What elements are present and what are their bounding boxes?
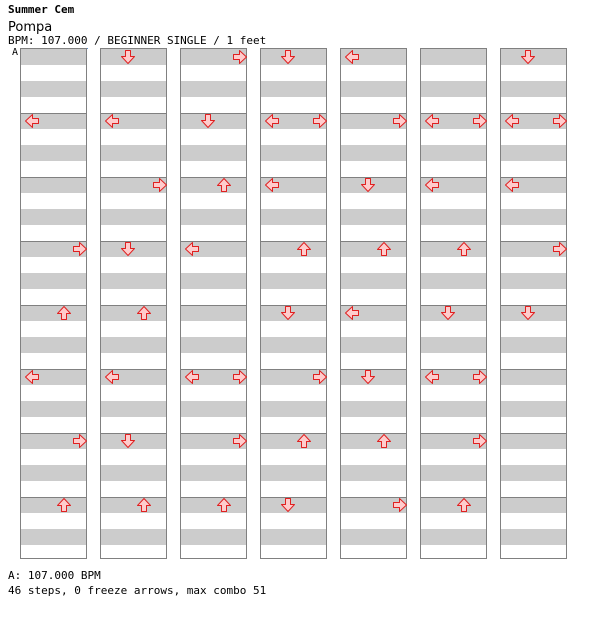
chart-column	[260, 48, 327, 559]
beat-stripe	[21, 497, 86, 513]
arrow-up-icon	[296, 433, 312, 449]
arrow-down-icon	[360, 369, 376, 385]
beat-stripe	[261, 81, 326, 97]
beat-stripe	[501, 273, 566, 289]
arrow-left-icon	[424, 369, 440, 385]
arrow-right-icon	[232, 49, 248, 65]
chart-column	[500, 48, 567, 559]
beat-stripe	[101, 529, 166, 545]
beat-stripe	[501, 497, 566, 513]
arrow-right-icon	[472, 433, 488, 449]
beat-stripe	[341, 209, 406, 225]
beat-stripe	[501, 433, 566, 449]
beat-stripe	[421, 81, 486, 97]
arrow-up-icon	[456, 241, 472, 257]
arrow-up-icon	[376, 433, 392, 449]
measure-line	[181, 305, 246, 306]
beat-stripe	[181, 465, 246, 481]
arrow-up-icon	[216, 177, 232, 193]
arrow-left-icon	[24, 369, 40, 385]
beat-stripe	[421, 273, 486, 289]
arrow-right-icon	[392, 497, 408, 513]
arrow-down-icon	[440, 305, 456, 321]
step-stats: 46 steps, 0 freeze arrows, max combo 51	[8, 584, 267, 597]
beat-stripe	[501, 209, 566, 225]
arrow-left-icon	[104, 113, 120, 129]
beat-stripe	[181, 497, 246, 513]
beat-stripe	[21, 145, 86, 161]
measure-line	[261, 433, 326, 434]
arrow-down-icon	[120, 241, 136, 257]
beat-stripe	[101, 401, 166, 417]
beat-stripe	[181, 337, 246, 353]
beat-stripe	[261, 241, 326, 257]
arrow-left-icon	[264, 113, 280, 129]
beat-stripe	[181, 145, 246, 161]
beat-stripe	[341, 529, 406, 545]
song-title: Pompa	[8, 20, 53, 35]
arrow-down-icon	[200, 113, 216, 129]
arrow-up-icon	[56, 305, 72, 321]
beat-stripe	[501, 337, 566, 353]
beat-stripe	[101, 145, 166, 161]
arrow-right-icon	[232, 369, 248, 385]
arrow-down-icon	[520, 305, 536, 321]
beat-stripe	[501, 145, 566, 161]
beat-stripe	[261, 145, 326, 161]
beat-stripe	[21, 273, 86, 289]
beat-stripe	[181, 273, 246, 289]
measure-line	[501, 369, 566, 370]
arrow-right-icon	[72, 241, 88, 257]
arrow-left-icon	[344, 305, 360, 321]
measure-line	[421, 241, 486, 242]
arrow-right-icon	[552, 241, 568, 257]
beat-stripe	[341, 465, 406, 481]
arrow-left-icon	[344, 49, 360, 65]
beat-stripe	[21, 209, 86, 225]
arrow-down-icon	[520, 49, 536, 65]
arrow-right-icon	[552, 113, 568, 129]
beat-stripe	[261, 209, 326, 225]
arrow-left-icon	[184, 369, 200, 385]
chart-column	[180, 48, 247, 559]
arrow-right-icon	[472, 369, 488, 385]
artist-name: Summer Cem	[8, 3, 75, 16]
beat-stripe	[261, 273, 326, 289]
measure-line	[21, 497, 86, 498]
measure-line	[261, 241, 326, 242]
measure-line	[101, 305, 166, 306]
arrow-right-icon	[152, 177, 168, 193]
beat-stripe	[421, 401, 486, 417]
arrow-up-icon	[296, 241, 312, 257]
chart-column	[20, 48, 87, 559]
beat-stripe	[421, 241, 486, 257]
beat-stripe	[21, 337, 86, 353]
arrow-right-icon	[72, 433, 88, 449]
arrow-left-icon	[24, 113, 40, 129]
arrow-left-icon	[104, 369, 120, 385]
beat-stripe	[181, 81, 246, 97]
beat-stripe	[261, 337, 326, 353]
bpm-legend: A: 107.000 BPM	[8, 569, 101, 582]
beat-stripe	[421, 145, 486, 161]
beat-stripe	[261, 465, 326, 481]
arrow-up-icon	[136, 497, 152, 513]
measure-line	[501, 497, 566, 498]
arrow-left-icon	[424, 177, 440, 193]
beat-stripe	[21, 529, 86, 545]
beat-stripe	[261, 529, 326, 545]
beat-stripe	[101, 305, 166, 321]
beat-stripe	[101, 497, 166, 513]
beat-stripe	[421, 49, 486, 65]
beat-stripe	[341, 273, 406, 289]
arrow-left-icon	[184, 241, 200, 257]
arrow-up-icon	[56, 497, 72, 513]
measure-line	[21, 305, 86, 306]
arrow-down-icon	[280, 305, 296, 321]
beat-stripe	[21, 305, 86, 321]
chart-info: BPM: 107.000 / BEGINNER SINGLE / 1 feet	[8, 34, 267, 47]
measure-line	[181, 177, 246, 178]
beat-stripe	[21, 465, 86, 481]
beat-stripe	[181, 177, 246, 193]
arrow-right-icon	[472, 113, 488, 129]
arrow-right-icon	[392, 113, 408, 129]
arrow-down-icon	[120, 433, 136, 449]
measure-line	[101, 497, 166, 498]
arrow-up-icon	[136, 305, 152, 321]
beat-stripe	[261, 433, 326, 449]
arrow-left-icon	[504, 177, 520, 193]
chart-column	[420, 48, 487, 559]
beat-stripe	[181, 209, 246, 225]
beat-stripe	[341, 433, 406, 449]
chart-column	[340, 48, 407, 559]
beat-stripe	[101, 337, 166, 353]
arrow-up-icon	[376, 241, 392, 257]
measure-line	[501, 433, 566, 434]
beat-stripe	[341, 337, 406, 353]
beat-stripe	[341, 81, 406, 97]
measure-line	[181, 497, 246, 498]
beat-stripe	[421, 209, 486, 225]
arrow-up-icon	[456, 497, 472, 513]
beat-stripe	[501, 401, 566, 417]
measure-line	[21, 177, 86, 178]
measure-line	[341, 241, 406, 242]
arrow-left-icon	[264, 177, 280, 193]
beat-stripe	[21, 401, 86, 417]
beat-stripe	[101, 273, 166, 289]
arrow-right-icon	[312, 113, 328, 129]
arrow-up-icon	[216, 497, 232, 513]
measure-line	[341, 433, 406, 434]
beat-stripe	[341, 145, 406, 161]
arrow-down-icon	[280, 49, 296, 65]
beat-stripe	[421, 529, 486, 545]
beat-stripe	[501, 529, 566, 545]
beat-stripe	[21, 49, 86, 65]
beat-stripe	[21, 81, 86, 97]
beat-stripe	[101, 81, 166, 97]
beat-stripe	[101, 465, 166, 481]
arrow-right-icon	[232, 433, 248, 449]
beat-stripe	[181, 305, 246, 321]
beat-stripe	[421, 497, 486, 513]
arrow-right-icon	[312, 369, 328, 385]
beat-stripe	[501, 81, 566, 97]
beat-stripe	[501, 465, 566, 481]
measure-line	[421, 497, 486, 498]
beat-stripe	[501, 369, 566, 385]
beat-stripe	[21, 177, 86, 193]
bpm-marker: A	[12, 47, 19, 58]
beat-stripe	[261, 401, 326, 417]
arrow-down-icon	[280, 497, 296, 513]
chart-column	[100, 48, 167, 559]
arrow-left-icon	[424, 113, 440, 129]
arrow-down-icon	[360, 177, 376, 193]
beat-stripe	[341, 241, 406, 257]
arrow-down-icon	[120, 49, 136, 65]
beat-stripe	[101, 209, 166, 225]
arrow-left-icon	[504, 113, 520, 129]
beat-stripe	[341, 401, 406, 417]
beat-stripe	[181, 529, 246, 545]
beat-stripe	[181, 401, 246, 417]
beat-stripe	[421, 465, 486, 481]
beat-stripe	[421, 337, 486, 353]
